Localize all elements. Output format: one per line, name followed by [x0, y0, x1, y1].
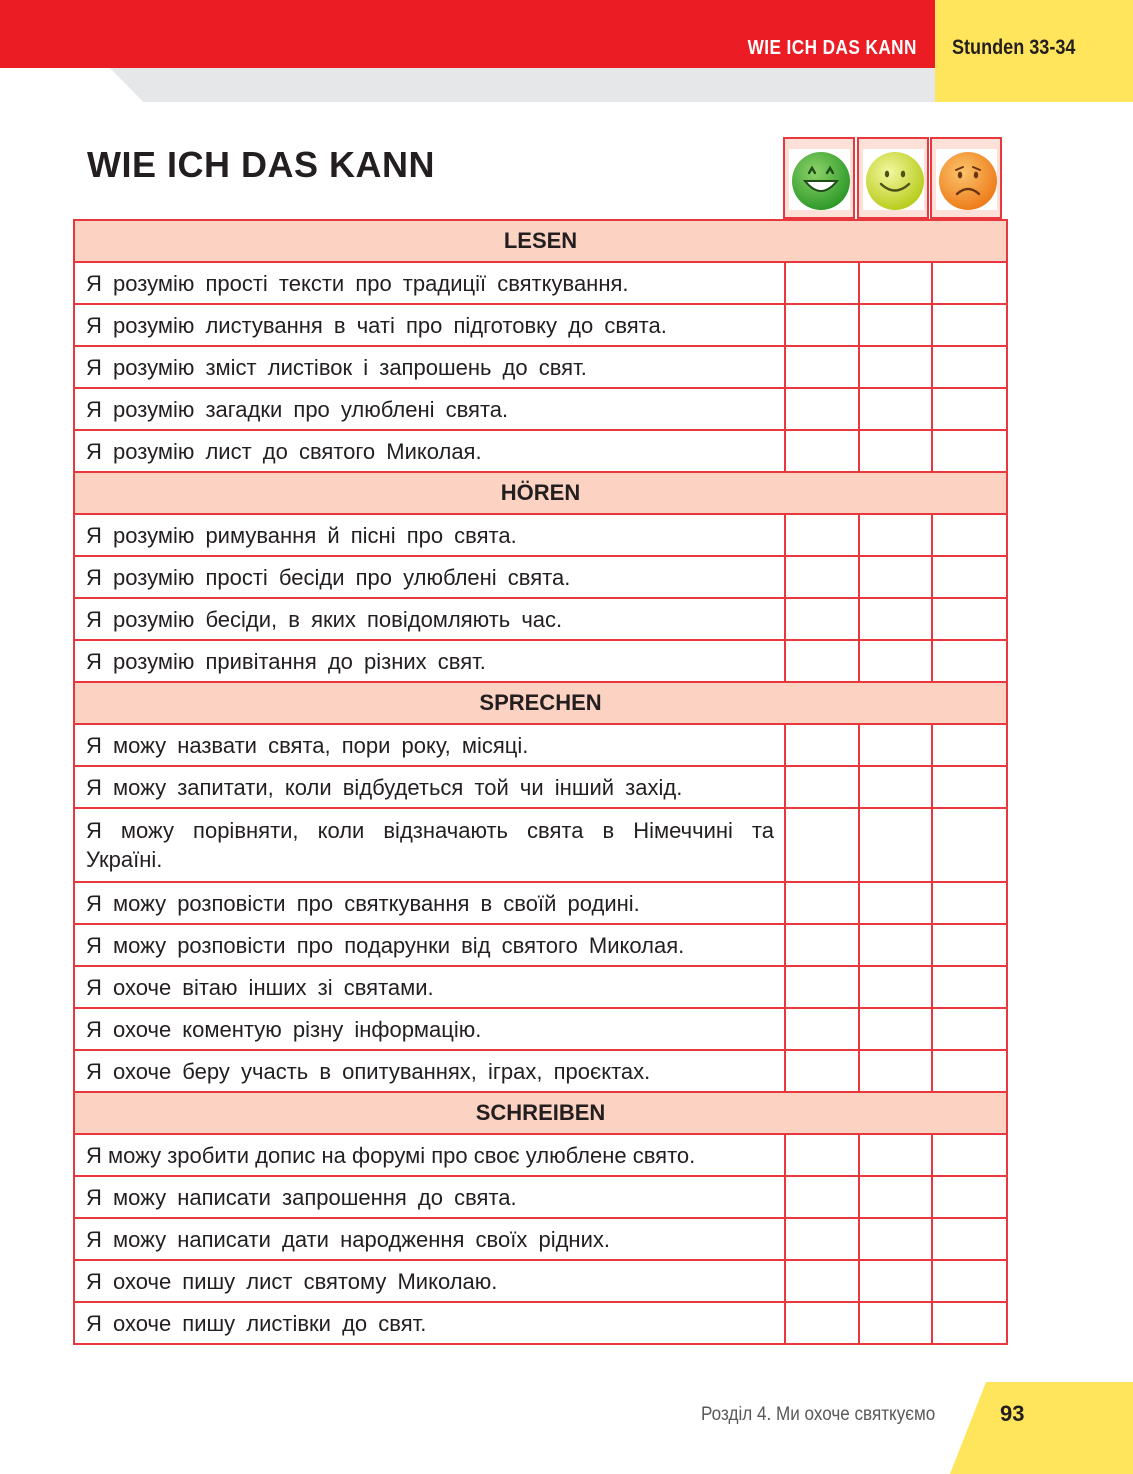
- table-row: [74, 640, 1007, 682]
- rating-cell-smiling[interactable]: [859, 924, 932, 966]
- statement-text: Я можу написати запрошення до свята.: [74, 1176, 785, 1218]
- rating-cell-laughing[interactable]: [785, 1134, 859, 1176]
- table-row: [74, 1008, 1007, 1050]
- rating-cell-smiling[interactable]: [859, 882, 932, 924]
- rating-cell-sad[interactable]: [932, 766, 1007, 808]
- laughing-face-icon: [785, 139, 857, 221]
- rating-cell-sad[interactable]: [932, 1008, 1007, 1050]
- rating-cell-sad[interactable]: [932, 346, 1007, 388]
- rating-cell-laughing[interactable]: [785, 430, 859, 472]
- statement-text: Я розумію лист до святого Миколая.: [74, 430, 785, 472]
- rating-cell-sad[interactable]: [932, 430, 1007, 472]
- section-title: SCHREIBEN: [74, 1092, 1007, 1134]
- footer-yellow-tab: [950, 1382, 1133, 1474]
- section-title: LESEN: [74, 220, 1007, 262]
- table-row: [74, 1134, 1007, 1176]
- statement-text: Я розумію прості бесіди про улюблені свята.: [74, 556, 785, 598]
- header-lesson-label: Stunden 33-34: [952, 36, 1076, 59]
- statement-text: Я можу зробити допис на форумі про своє улюблене свято.: [74, 1134, 785, 1176]
- table-row: [74, 304, 1007, 346]
- rating-cell-sad[interactable]: [932, 304, 1007, 346]
- rating-cell-smiling[interactable]: [859, 1134, 932, 1176]
- rating-cell-smiling[interactable]: [859, 1218, 932, 1260]
- rating-cell-smiling[interactable]: [859, 724, 932, 766]
- statement-text: Я можу розповісти про святкування в своїй родині.: [74, 882, 785, 924]
- table-row: [74, 1050, 1007, 1092]
- rating-cell-laughing[interactable]: [785, 1260, 859, 1302]
- table-row: [74, 966, 1007, 1008]
- table-row: [74, 1218, 1007, 1260]
- table-row: [74, 430, 1007, 472]
- rating-cell-sad[interactable]: [932, 262, 1007, 304]
- statement-text: Я розумію прості тексти про традиції святкування.: [74, 262, 785, 304]
- table-row: [74, 388, 1007, 430]
- table-row: [74, 556, 1007, 598]
- rating-cell-laughing[interactable]: [785, 640, 859, 682]
- statement-text: Я розумію листування в чаті про підготовку до свята.: [74, 304, 785, 346]
- rating-cell-sad[interactable]: [932, 882, 1007, 924]
- table-row: [74, 724, 1007, 766]
- rating-cell-laughing[interactable]: [785, 556, 859, 598]
- rating-cell-smiling[interactable]: [859, 766, 932, 808]
- rating-cell-sad[interactable]: [932, 924, 1007, 966]
- statement-text: Я розумію привітання до різних свят.: [74, 640, 785, 682]
- rating-cell-smiling[interactable]: [859, 430, 932, 472]
- rating-cell-sad[interactable]: [932, 1050, 1007, 1092]
- rating-cell-smiling[interactable]: [859, 1260, 932, 1302]
- rating-cell-sad[interactable]: [932, 556, 1007, 598]
- statement-text: Я охоче коментую різну інформацію.: [74, 1008, 785, 1050]
- rating-cell-sad[interactable]: [932, 388, 1007, 430]
- rating-cell-sad[interactable]: [932, 598, 1007, 640]
- rating-cell-smiling[interactable]: [859, 1008, 932, 1050]
- footer-chapter-label: Розділ 4. Ми охоче святкуємо: [700, 1404, 935, 1425]
- rating-header-sad: [930, 137, 1002, 219]
- rating-cell-laughing[interactable]: [785, 766, 859, 808]
- rating-cell-sad[interactable]: [932, 514, 1007, 556]
- statement-text: Я охоче беру участь в опитуваннях, іграх, проєктах.: [74, 1050, 785, 1092]
- section-title: SPRECHEN: [74, 682, 1007, 724]
- page-number: 93: [1000, 1401, 1025, 1426]
- table-row: [74, 808, 1007, 882]
- rating-cell-smiling[interactable]: [859, 1176, 932, 1218]
- table-row: [74, 598, 1007, 640]
- rating-cell-sad[interactable]: [932, 1218, 1007, 1260]
- rating-cell-sad[interactable]: [932, 1302, 1007, 1344]
- rating-cell-laughing[interactable]: [785, 514, 859, 556]
- table-row: [74, 882, 1007, 924]
- self-assessment-table: [73, 219, 1008, 1345]
- rating-cell-laughing[interactable]: [785, 1050, 859, 1092]
- rating-cell-laughing[interactable]: [785, 1302, 859, 1344]
- rating-cell-smiling[interactable]: [859, 966, 932, 1008]
- table-row: [74, 262, 1007, 304]
- rating-cell-laughing[interactable]: [785, 262, 859, 304]
- section-header-row: [74, 220, 1007, 262]
- section-header-row: [74, 682, 1007, 724]
- statement-text: Я можу назвати свята, пори року, місяці.: [74, 724, 785, 766]
- sad-face-icon: [932, 139, 1004, 221]
- statement-text: Я охоче пишу листівки до свят.: [74, 1302, 785, 1344]
- statement-text: Я можу розповісти про подарунки від святого Миколая.: [74, 924, 785, 966]
- statement-text: Я розумію зміст листівок і запрошень до свят.: [74, 346, 785, 388]
- rating-cell-smiling[interactable]: [859, 1302, 932, 1344]
- statement-text: Я розумію бесіди, в яких повідомляють час.: [74, 598, 785, 640]
- rating-cell-smiling[interactable]: [859, 388, 932, 430]
- rating-cell-sad[interactable]: [932, 1176, 1007, 1218]
- table-row: [74, 1176, 1007, 1218]
- rating-cell-smiling[interactable]: [859, 262, 932, 304]
- rating-cell-laughing[interactable]: [785, 1218, 859, 1260]
- statement-text: Я можу порівняти, коли відзначають свята в Німеччині та Україні.: [74, 808, 785, 882]
- rating-cell-laughing[interactable]: [785, 388, 859, 430]
- page-title: WIE ICH DAS KANN: [87, 144, 435, 185]
- rating-cell-smiling[interactable]: [859, 346, 932, 388]
- section-header-row: [74, 472, 1007, 514]
- rating-cell-laughing[interactable]: [785, 598, 859, 640]
- section-title: HÖREN: [74, 472, 1007, 514]
- rating-cell-smiling[interactable]: [859, 1050, 932, 1092]
- statement-text: Я можу написати дати народження своїх рідних.: [74, 1218, 785, 1260]
- rating-cell-smiling[interactable]: [859, 640, 932, 682]
- rating-header-smiling: [857, 137, 929, 219]
- header-gray-band: [110, 68, 940, 102]
- table-row: [74, 1260, 1007, 1302]
- rating-cell-sad[interactable]: [932, 724, 1007, 766]
- rating-cell-laughing[interactable]: [785, 808, 859, 882]
- rating-cell-laughing[interactable]: [785, 882, 859, 924]
- rating-cell-laughing[interactable]: [785, 1008, 859, 1050]
- rating-cell-laughing[interactable]: [785, 966, 859, 1008]
- rating-cell-sad[interactable]: [932, 808, 1007, 882]
- rating-cell-sad[interactable]: [932, 1134, 1007, 1176]
- rating-cell-smiling[interactable]: [859, 304, 932, 346]
- rating-cell-laughing[interactable]: [785, 304, 859, 346]
- rating-cell-laughing[interactable]: [785, 1176, 859, 1218]
- table-row: [74, 924, 1007, 966]
- header-section-label: WIE ICH DAS KANN: [747, 37, 917, 59]
- statement-text: Я розумію загадки про улюблені свята.: [74, 388, 785, 430]
- table-row: [74, 1302, 1007, 1344]
- rating-cell-smiling[interactable]: [859, 556, 932, 598]
- smiling-face-icon: [859, 139, 931, 221]
- rating-cell-smiling[interactable]: [859, 808, 932, 882]
- statement-text: Я розумію римування й пісні про свята.: [74, 514, 785, 556]
- rating-cell-laughing[interactable]: [785, 924, 859, 966]
- rating-cell-smiling[interactable]: [859, 514, 932, 556]
- statement-text: Я охоче пишу лист святому Миколаю.: [74, 1260, 785, 1302]
- rating-cell-sad[interactable]: [932, 966, 1007, 1008]
- rating-cell-sad[interactable]: [932, 1260, 1007, 1302]
- rating-cell-smiling[interactable]: [859, 598, 932, 640]
- statement-text: Я можу запитати, коли відбудеться той чи інший захід.: [74, 766, 785, 808]
- statement-text: Я охоче вітаю інших зі святами.: [74, 966, 785, 1008]
- rating-cell-laughing[interactable]: [785, 724, 859, 766]
- section-header-row: [74, 1092, 1007, 1134]
- table-row: [74, 766, 1007, 808]
- rating-cell-laughing[interactable]: [785, 346, 859, 388]
- rating-header-laughing: [783, 137, 855, 219]
- table-row: [74, 346, 1007, 388]
- table-row: [74, 514, 1007, 556]
- rating-cell-sad[interactable]: [932, 640, 1007, 682]
